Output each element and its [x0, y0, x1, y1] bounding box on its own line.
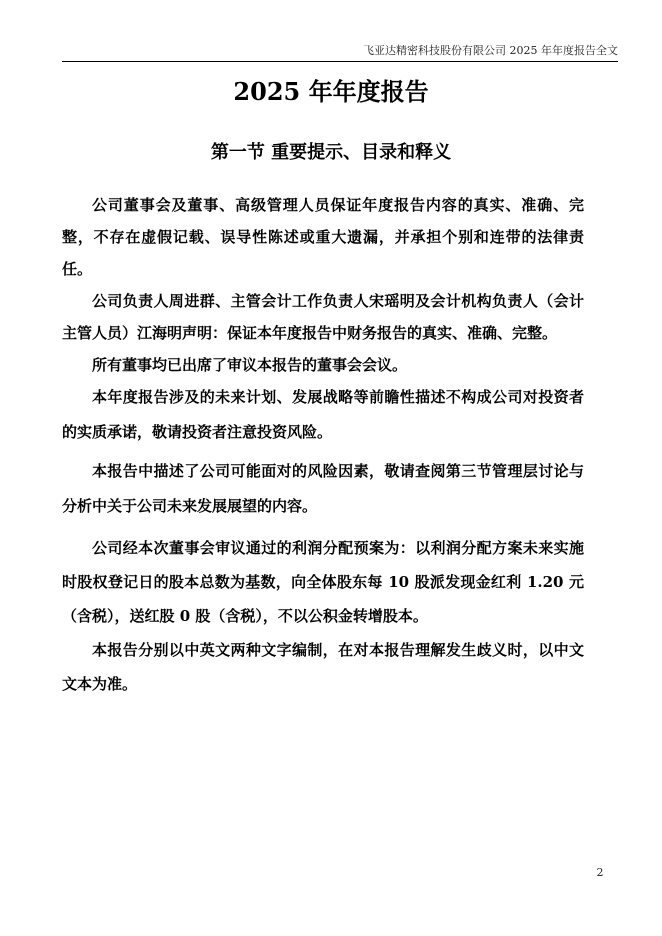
running-header: 飞亚达精密科技股份有限公司 2025 年年度报告全文	[363, 44, 618, 57]
paragraph-directors-attendance: 所有董事均已出席了审议本报告的董事会会议。	[92, 356, 408, 374]
important-notice-block-1	[62, 189, 584, 381]
important-notice-block-3	[62, 454, 584, 524]
paragraph-risk-factors: 本报告中描述了公司可能面对的风险因素，敬请查阅第三节管理层讨论与分析中关于公司未来发展展望的内容。	[62, 462, 584, 515]
paragraph-responsible-persons: 公司负责人周进群、主管会计工作负责人宋瑶明及会计机构负责人（会计主管人员）江海明声明：保证本年度报告中财务报告的真实、准确、完整。	[62, 292, 584, 342]
paragraph-profit-distribution: 公司经本次董事会审议通过的利润分配预案为：以利润分配方案未来实施时股权登记日的股本总数为基数，向全体股东每 10 股派发现金红利 1.20 元（含税），送红股 0 股（含税），不以公积金转增股本。	[62, 539, 584, 625]
header-rule	[62, 61, 618, 62]
important-notice-block-2	[62, 380, 584, 450]
paragraph-language-version: 本报告分别以中英文两种文字编制，在对本报告理解发生歧义时，以中文文本为准。	[62, 641, 584, 693]
document-title: 2025 年年度报告	[233, 77, 429, 106]
important-notice-block-4	[62, 531, 584, 701]
section-heading: 第一节 重要提示、目录和释义	[210, 142, 452, 163]
paragraph-forward-looking: 本年度报告涉及的未来计划、发展战略等前瞻性描述不构成公司对投资者的实质承诺，敬请投资者注意投资风险。	[62, 388, 584, 441]
page-number: 2	[596, 866, 604, 879]
paragraph-board-guarantee: 公司董事会及董事、高级管理人员保证年度报告内容的真实、准确、完整，不存在虚假记载、误导性陈述或重大遗漏，并承担个别和连带的法律责任。	[62, 196, 584, 278]
